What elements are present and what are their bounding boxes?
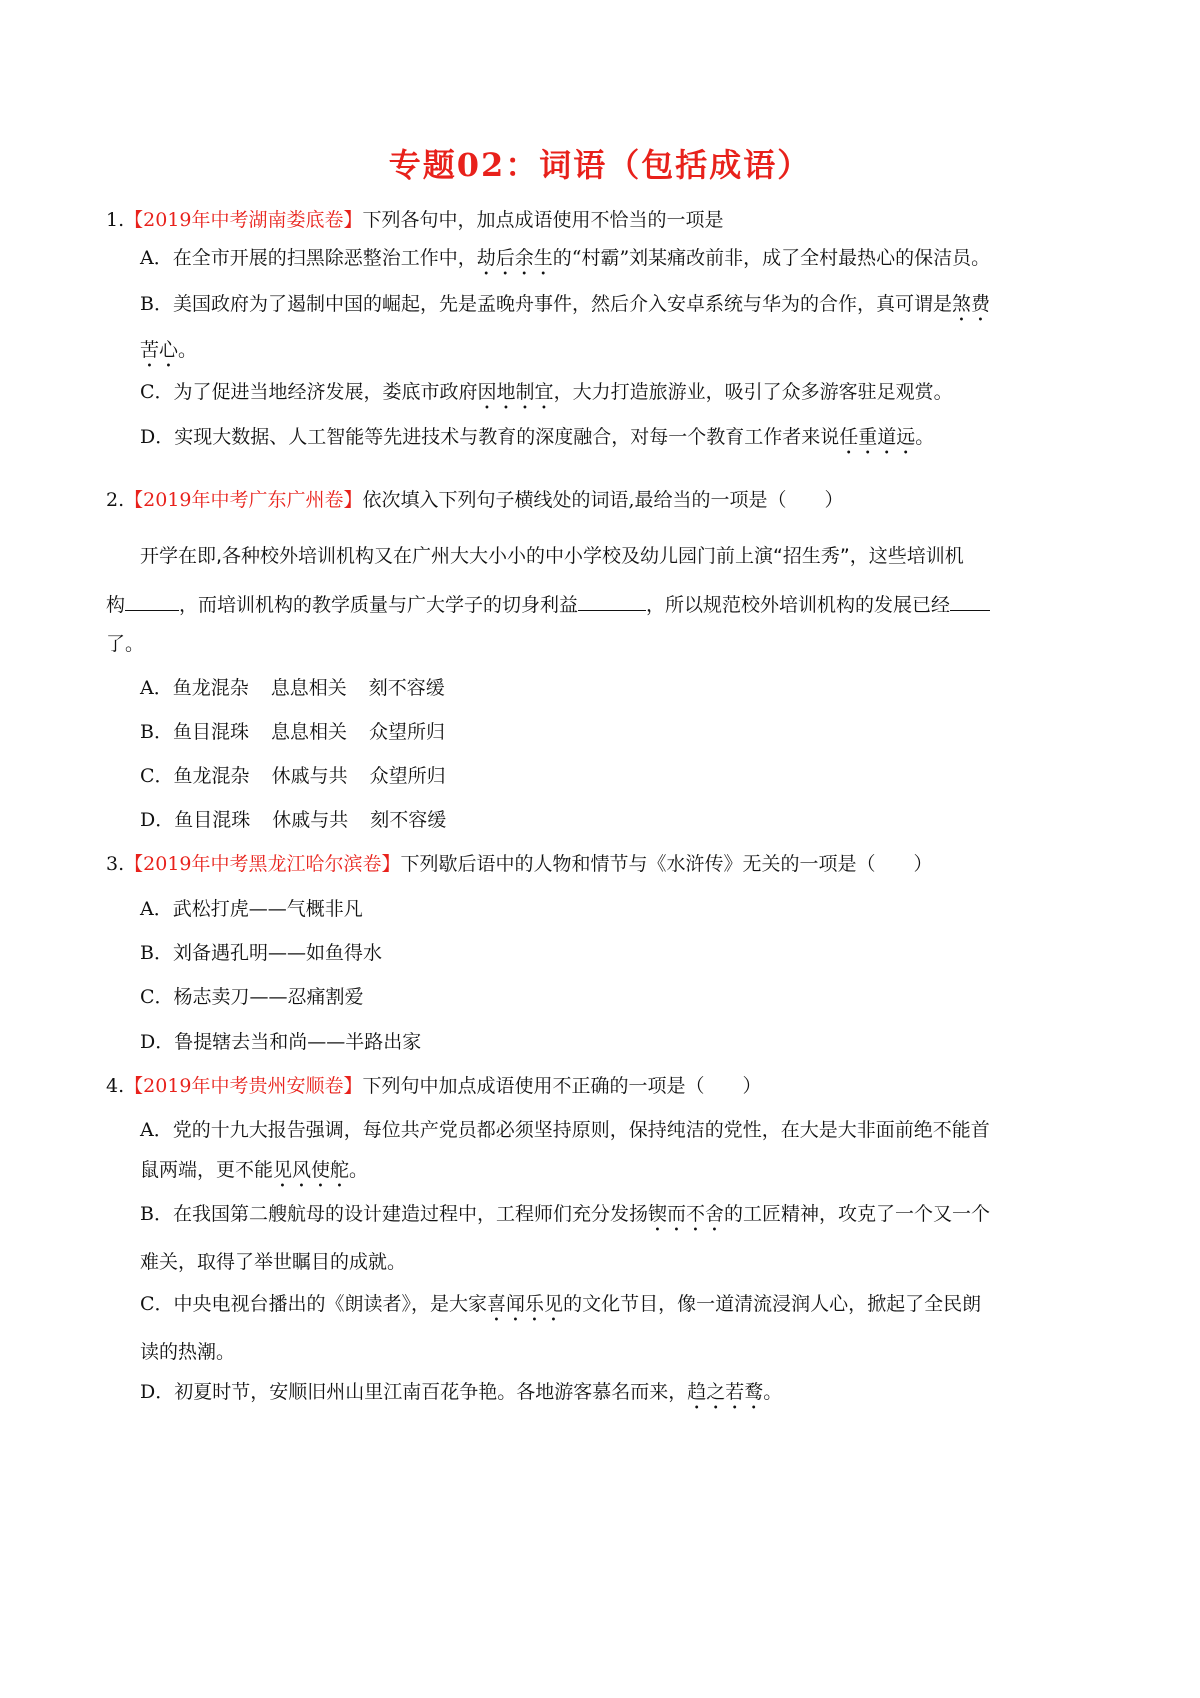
q2-passage-line-3: 了。 (106, 633, 145, 655)
dotted-idiom: 任重道远 (839, 426, 916, 448)
q2-option-a: A．鱼龙混杂 息息相关 刻不容缓 (140, 677, 445, 699)
dotted-idiom: 喜闻乐见 (487, 1293, 564, 1315)
q4-option-a-cont: 鼠两端，更不能见风使舵。 (140, 1159, 369, 1181)
question-source: 【2019年中考黑龙江哈尔滨卷】 (124, 853, 401, 875)
dotted-idiom: 煞费 (951, 293, 990, 315)
q3-option-c: C．杨志卖刀——忍痛割爱 (140, 986, 364, 1008)
q1-option-a: A．在全市开展的扫黑除恶整治工作中，劫后余生的“村霸”刘某痛改前非，成了全村最热心的保洁员。 (140, 247, 991, 269)
question-number: 3. (106, 853, 125, 875)
question-text: 下列句中加点成语使用不正确的一项是（ ） (362, 1075, 762, 1097)
dotted-idiom: 见风使舵 (273, 1159, 350, 1181)
fill-blank-2[interactable] (578, 590, 646, 611)
q1-option-b-cont: 苦心。 (140, 339, 198, 361)
question-1-stem (106, 206, 724, 234)
question-number: 2. (106, 489, 125, 511)
q2-passage-line-1: 开学在即,各种校外培训机构又在广州大大小小的中小学校及幼儿园门前上演“招生秀”，这些培训机 (140, 545, 964, 567)
question-3-stem (106, 850, 933, 878)
q3-option-a: A．武松打虎——气概非凡 (140, 898, 363, 920)
fill-blank-3[interactable] (950, 590, 990, 611)
q1-option-c: C．为了促进当地经济发展，娄底市政府因地制宜，大力打造旅游业，吸引了众多游客驻足观赏。 (140, 381, 953, 403)
q1-option-d: D．实现大数据、人工智能等先进技术与教育的深度融合，对每一个教育工作者来说任重道远。 (140, 426, 935, 448)
q2-passage-line-2: 构 ，而培训机构的教学质量与广大学子的切身利益 ，所以规范校外培训机构的发展已经 (106, 590, 990, 619)
question-2-stem (106, 486, 844, 514)
question-source: 【2019年中考广东广州卷】 (124, 489, 363, 511)
dotted-idiom: 趋之若鹜 (687, 1381, 764, 1403)
q1-option-b: B．美国政府为了遏制中国的崛起，先是孟晚舟事件，然后介入安卓系统与华为的合作，真可谓是煞费 (140, 293, 990, 315)
question-source: 【2019年中考湖南娄底卷】 (124, 209, 363, 231)
question-number: 1. (106, 209, 125, 231)
q4-option-c: C．中央电视台播出的《朗读者》，是大家喜闻乐见的文化节目，像一道清流浸润人心，掀起了全民朗 (140, 1293, 982, 1315)
dotted-idiom: 劫后余生 (476, 247, 553, 269)
q2-option-b: B．鱼目混珠 息息相关 众望所归 (140, 721, 446, 743)
q3-option-b: B．刘备遇孔明——如鱼得水 (140, 942, 382, 964)
q4-option-c-cont: 读的热潮。 (140, 1341, 236, 1363)
q2-option-d: D．鱼目混珠 休戚与共 刻不容缓 (140, 809, 447, 831)
q4-option-b: B．在我国第二艘航母的设计建造过程中，工程师们充分发扬锲而不舍的工匠精神，攻克了一个又一个 (140, 1203, 990, 1225)
question-4-stem (106, 1072, 762, 1100)
q4-option-d: D．初夏时节，安顺旧州山里江南百花争艳。各地游客慕名而来，趋之若鹜。 (140, 1381, 783, 1403)
q3-option-d: D．鲁提辖去当和尚——半路出家 (140, 1031, 422, 1053)
q4-option-b-cont: 难关，取得了举世瞩目的成就。 (140, 1251, 407, 1273)
question-text: 依次填入下列句子横线处的词语,最给当的一项是（ ） (362, 489, 844, 511)
q4-option-a: A．党的十九大报告强调，每位共产党员都必须坚持原则，保持纯洁的党性，在大是大非面前绝不能首 (140, 1119, 990, 1141)
dotted-idiom: 锲而不舍 (647, 1203, 724, 1225)
question-source: 【2019年中考贵州安顺卷】 (124, 1075, 363, 1097)
fill-blank-1[interactable] (125, 590, 179, 611)
question-text: 下列各句中，加点成语使用不恰当的一项是 (362, 209, 724, 231)
question-number: 4. (106, 1075, 125, 1097)
q2-option-c: C．鱼龙混杂 休戚与共 众望所归 (140, 765, 446, 787)
dotted-idiom: 因地制宜 (477, 381, 554, 403)
page-title: 专题02：词语（包括成语） (388, 146, 812, 184)
question-text: 下列歇后语中的人物和情节与《水浒传》无关的一项是（ ） (400, 853, 933, 875)
dotted-idiom: 苦心 (140, 339, 179, 361)
